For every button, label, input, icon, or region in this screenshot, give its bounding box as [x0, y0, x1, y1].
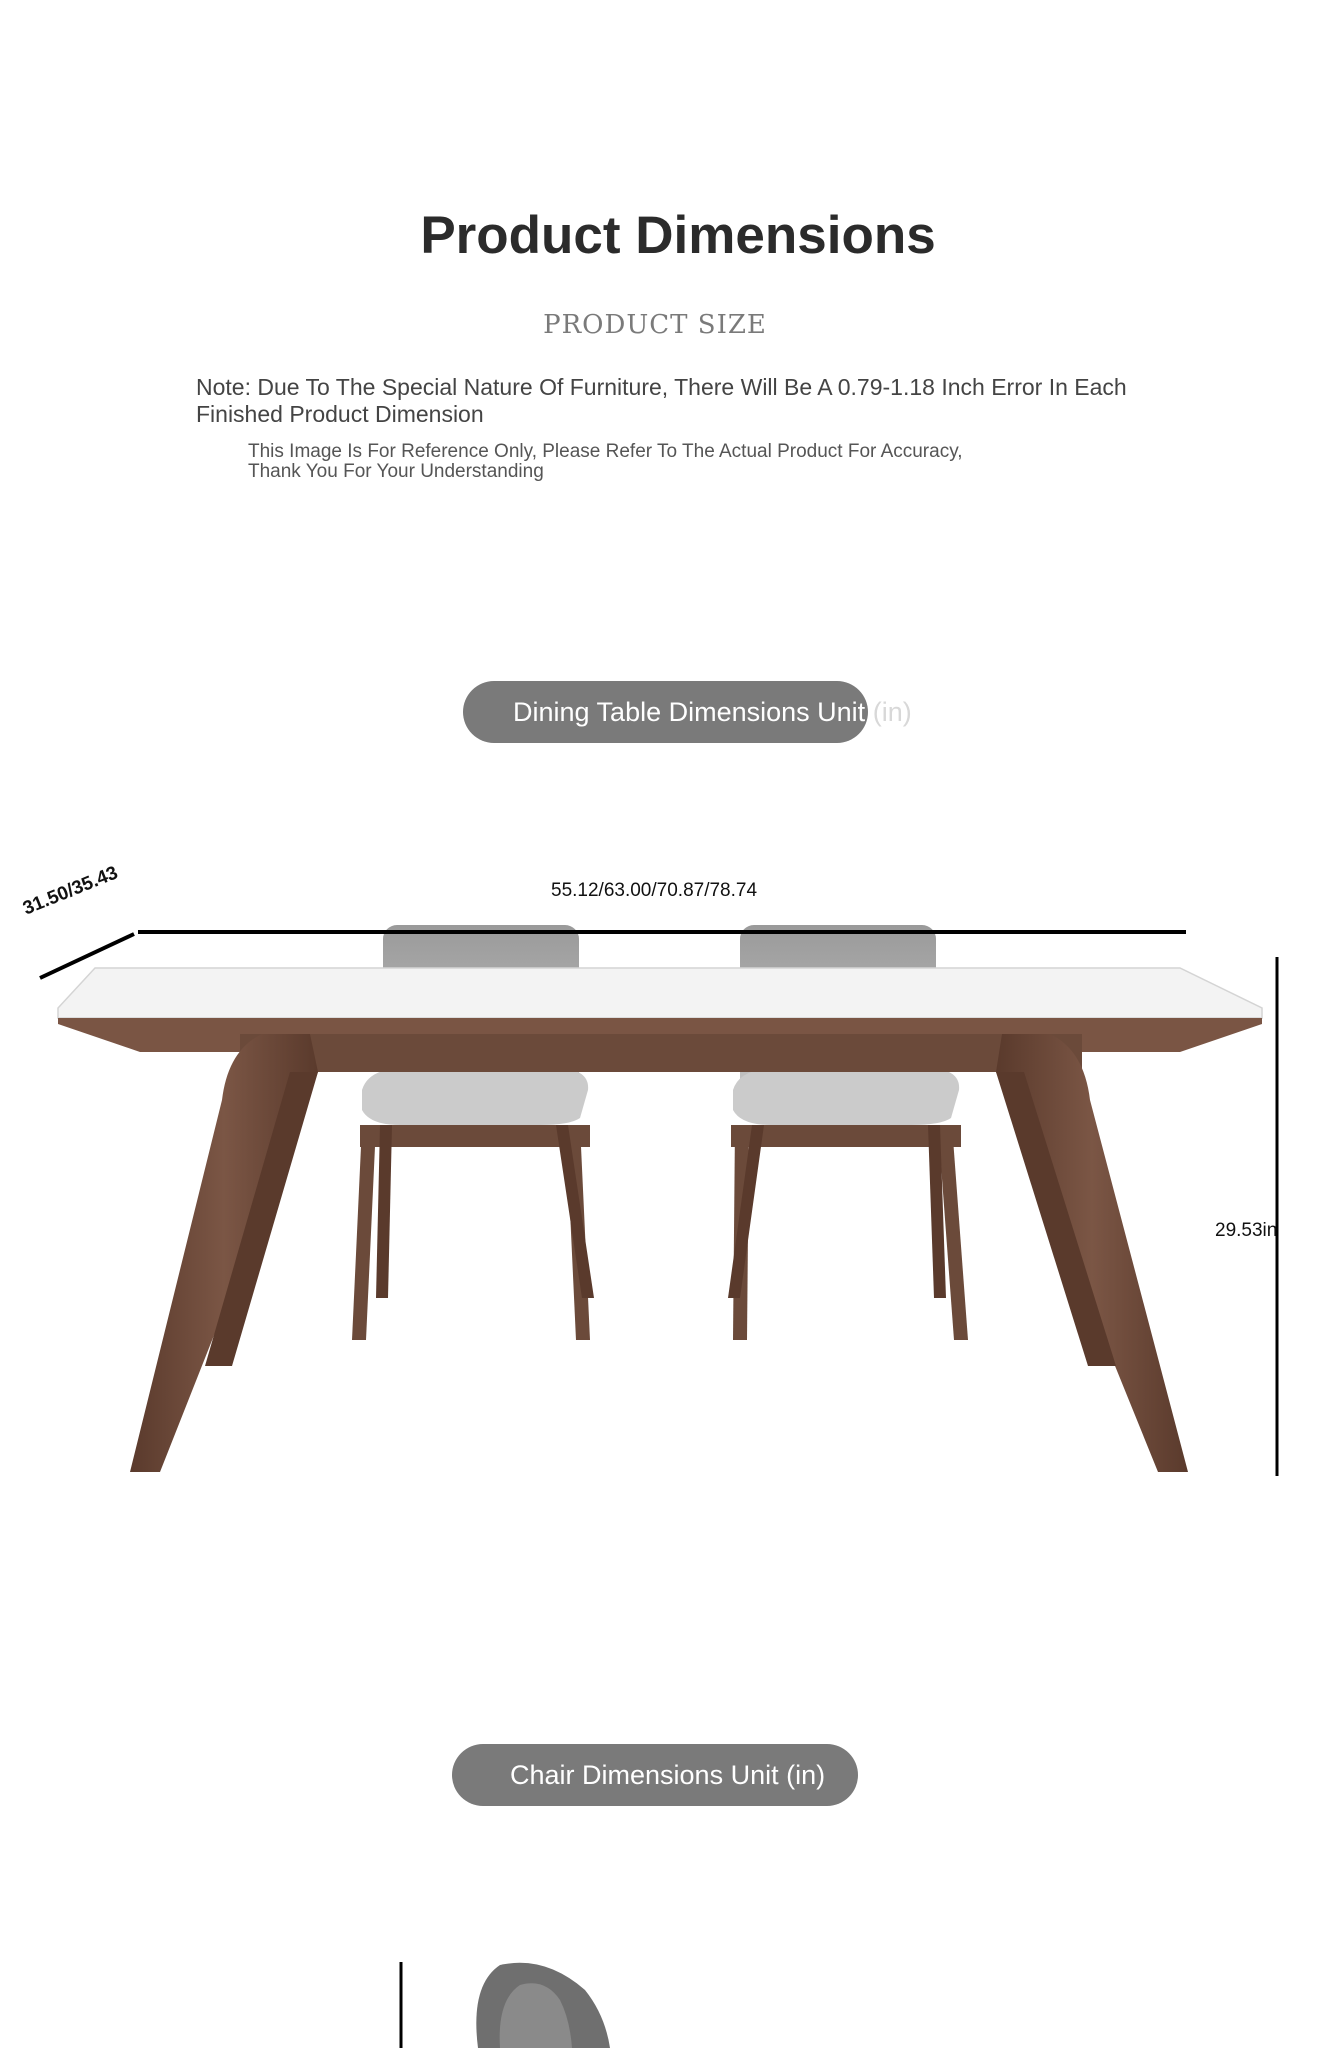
tabletop — [58, 968, 1262, 1018]
chair-left-leg — [376, 1125, 392, 1298]
table-dimensions-text: Dining Table Dimensions Unit — [513, 697, 866, 727]
table-height-label: 29.53in — [1215, 1220, 1278, 1241]
error-note: Note: Due To The Special Nature Of Furniture, There Will Be A 0.79-1.18 Inch Error In Each Finished Product Dimension — [196, 374, 1127, 427]
chair-left-seat — [362, 1068, 588, 1125]
chair-dimensions-text: Chair Dimensions Unit (in) — [510, 1760, 826, 1790]
chair-left-apron — [360, 1125, 590, 1147]
table-depth-label: 31.50/35.43 — [20, 862, 121, 920]
reference-note-line-1: This Image Is For Reference Only, Please Refer To The Actual Product For Accuracy, — [248, 441, 963, 462]
table — [58, 968, 1262, 1472]
chair-right-seat — [733, 1068, 959, 1125]
table-dimensions-unit: (in) — [872, 697, 912, 727]
table-width-label: 55.12/63.00/70.87/78.74 — [551, 880, 758, 901]
reference-note-line-2: Thank You For Your Understanding — [248, 461, 544, 482]
chair-right-apron — [731, 1125, 961, 1147]
table-apron — [240, 1034, 1082, 1072]
chair-left-leg — [352, 1125, 376, 1340]
chair-dimensions-label — [452, 1744, 858, 1806]
page-title: Product Dimensions — [420, 206, 936, 265]
page-subtitle: PRODUCT SIZE — [543, 310, 767, 340]
